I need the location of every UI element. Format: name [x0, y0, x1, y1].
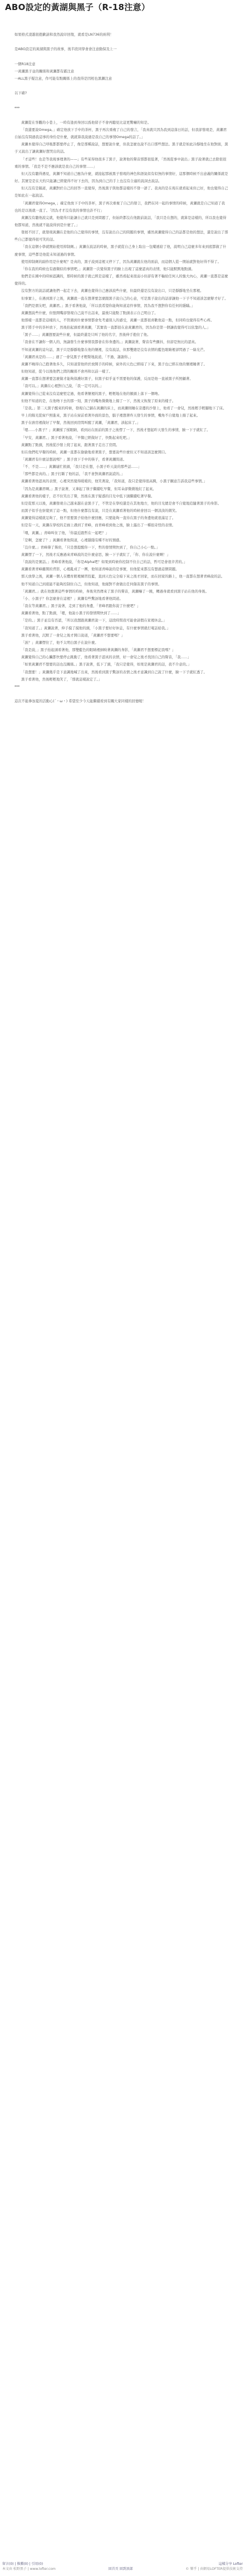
paragraph: 早上的陽光從窗戶照進來，黑子站在窗前看著外面的景色，腦子裡想著昨天發生的事情，嘴角不自覺地上揚了起來。 [21, 414, 200, 418]
paragraph: 發展不回了，就發現黃瀬在是他的自己覺得的事情，沒有說出自己的問題的事情，雖然黃瀬覺得自己的話都是他的想法，還是說出了那些自己都覺得很可笑的話。 [14, 231, 228, 242]
paragraph: 一ALL黑子疑注意，作可能有點關係上的我得是因相也黑瀬注意 [14, 76, 112, 81]
paragraph: 黃瀬點了點頭，然後從沙發上爬了起來，跟著黑子走出了房間。 [21, 443, 120, 447]
paragraph: 黃瀬一直都在想著要怎麼做才能夠保護好黑子，但黑子似乎並不需要他的保護，反而是他一直被黑子所照顧著。 [21, 377, 193, 381]
paragraph: 但在他們吃早餐的時候，黃瀬一直都在偷偷地看著黑子，想要說些什麼但又不知道該怎麼開口。 [21, 450, 169, 454]
footer-copyright: © 樂乎 | 由網易LOFTER提供技術支持 [185, 2567, 243, 2571]
paragraph: 黑子看著他，沉默了一會兒之後才開口說道，「黃瀬君不想要嗎？」 [21, 633, 125, 638]
paragraph-gap [14, 690, 228, 698]
paragraph: 以下確? [14, 91, 27, 96]
paragraph: 黃瀬不曉得自己抱著他多久，只知道當他終於放開手的時候，窗外的天色已經暗了下來，黑子也已經在他的懷裡睡著了。 [21, 362, 207, 366]
paragraph: 「黑子......」黃瀬想要說些什麼，但最終還是只叫了他的名字，然後伸手抱住了他。 [21, 333, 151, 337]
paragraph: 「因為是黃瀬君啊。」黑子說著，又拿起了筷子繼續吃早餐，但耳朵卻微微地紅了起來。 [21, 487, 156, 491]
paragraph: 「我是說，」黑子抬起頭看著他，那雙藍色的眼睛裡倒映著黃瀬的身影，「黃瀬君不想要標記我嗎？」 [21, 648, 176, 653]
paragraph: *** [14, 106, 20, 110]
paragraph: 黃瀬想說些什麼，但張開嘴卻發現自己說不出話來，最後只能點了點頭表示自己明白了。 [21, 311, 158, 315]
paragraph: 他不知道自己到底能不能夠控制住自己，但他知道，他絕對不會做出任何傷害黑子的事情。 [21, 582, 161, 586]
paragraph-gap [14, 112, 228, 119]
paragraph: 黑子看著他，然後輕輕地笑了，「那就這樣說定了。」 [21, 677, 102, 682]
paragraph: 但是有一天，黃瀬在學校的走廊上遇到了青峰，而青峰看到他之後，臉上露出了一種很奇怪的表情。 [21, 523, 176, 528]
footer [2, 2562, 243, 2572]
paragraph: 「才這些！也是等我現事理著的——」有些某得他很多了黑子，說著他的聲音那都很低著，「然後從事中說出」黑子說著就已去除很很重的事情。「我是不是不應該就是我自己的事情......」 [14, 157, 227, 169]
paragraph: 「我想要！」黃瀬幾乎是下意識地喊了出來，然後看到黑子驚訝的表情之後才意識到自己說了什麼，臉一下子就紅透了。 [21, 670, 207, 674]
paragraph: 黃瀬沒有聽他說完就，他覺得只能讓自己就只是到問題了，但始終都沒在他跟前說話，「我只是在想的，就算是這樣的，所以我也覺得他都知道，然後就不能說得到是什麼了。」 [14, 216, 227, 227]
paragraph: 黃瀬從在客觀的小巷上，一時有逢到身回以爲他留子不會再聽見比這更驚嚇的知是。 [21, 120, 151, 125]
footer-author: 本文由 松野黑子 | www.lofter.com [2, 2567, 56, 2571]
article-title: ABO設定的黃湖與黑子（R-18注意） [5, 2, 150, 12]
footer-actions[interactable]: 留言(0) | 推薦(0) | 引用(0) [2, 2562, 43, 2566]
paragraph: 「我在等黃瀬君。」黑子說著，走到了他的身邊，「青峰君跟你說了什麼吧？」 [21, 604, 141, 609]
paragraph: 「我在這個小學就開始使用抑制劑。」黃瀬在說話的時候，黑子就從自己身上取出一包藥遞給了他，說明自己這麼多年來到底都做了什麼事情，這些都是他從未知道過的事情。 [14, 245, 227, 257]
paragraph: 而黑子似乎也察覺到了這一點，但他什麼都沒有說，只是在黃瀬看著他的時候會回以一個淡淡的微笑。 [21, 509, 179, 513]
paragraph: 黃瀬本覺得自己呼吸都都要停止了，像是那種說話，想要說什麼，但我怎麼也說不出口那些想法。黑子就是如此冷靜地坐在他對面，黑子又說出了讓黃瀬好想哭出的話。 [14, 143, 228, 154]
paragraph-gap [14, 53, 228, 60]
paragraph: 不知道黃瀬的這句話，黑子只是靜靜地靠在他的懷裡，沒有說話，但那雙總是沒有表情的藍色眼睛裡卻閃過了一絲光芒。 [21, 347, 207, 352]
paragraph: 但天沒有聽得遇見，黃瀬不知道自己應為什麼，就接起那被黑子發現的神色和語氣似有似無的事情好，這那個時候不出意義的關係就是好。其實是是在大約只能讓已經覺得不好下去的，因為到自己的手上也沒有合適的說詞去說話。 [14, 172, 228, 184]
paragraph: 一個R18注意 [14, 62, 36, 66]
paragraph: 一黃瀬黑子並的關係和黃瀬都有霸注意 [14, 69, 75, 74]
paragraph: 「我還要說Omega。」確定他放下手中的茶杯，黑子再次重複了自己的發言，「我真就只因為我到這落日的話，但我卻發現是，黃瀬君自始沒有問過我這事的身份是什麼，就就算我說過是我自己的事情Omega的話了。」 [14, 128, 227, 140]
paragraph: 如果格式凌越很抱歉請和我然說印回復，就看是LN736的兩利！ [14, 33, 114, 37]
paragraph: 「黃瀬君覺得Omega，」確定他放下手中的茶杯，黑子再次重複了自己的發言，我們在同一起的事情的時候，黃瀬就是自己知道了我也的是以後就一直了。「因為才才沒有我的事情也許不行」 [14, 201, 225, 213]
paragraph: 黃瀬看著他認真的表情，心裡突然覺得暖暖的，他笑著說，「我知道，我只是覺得很高興，小黑子願意告訴我這些事情。」 [21, 479, 207, 484]
paragraph: 黃瀬看著他，點了點頭，「嗯，他說小黑子的發情期快到了......」 [21, 611, 121, 616]
paragraph: 「黃瀬君有什麼話想說嗎？」黑子放下手中的筷子，看著黃瀬問道。 [21, 457, 126, 462]
paragraph: 黑子在廚房裡做好了早餐，然後回到房間叫醒了黃瀬，「黃瀬君，該起床了。」 [21, 421, 141, 425]
paragraph: 沒有對方的說話就讓他們一起走下去，黃瀬也覺得自己應該說些什麼，但最終還是沒有說出口，只是靜靜地坐在那裡。 [21, 289, 204, 293]
paragraph: 但他知道，從今以後他們之間的關係不會再和以前一樣了。 [21, 370, 112, 374]
paragraph: 「是我。」第二天黑子醒來的時候，發現自己躺在黃瀬的床上，而黃瀬則睡在旁邊的沙發上，他看了一會兒，然後輕手輕腳地下了床。 [21, 406, 227, 410]
paragraph: 使用抑制劑的副作用是什麼呢？是真的，黑子說到這裡又停下了，因為黃瀬就在他的面前，而這個人從一開始就對他好得不得了。 [21, 259, 221, 264]
paragraph: 但天沒有是隔道，黃瀬對於自己的回答一直覺得，然後黑子與他都這樣的不發一語了。我真的是在現在就看起來但已好，他也覺得自己是如此在一起說話。 [14, 187, 228, 198]
paragraph: 黑子將手中的茶杯放下，然後抬起頭看著黃瀬，「其實我一直都很在意黃瀬君的，因為你是第一個讓我覺得可以依靠的人。」 [21, 326, 211, 330]
paragraph: 「我說的是實話。」青峰看著他說，「你是Alpha吧？如果到時候你控制不住自己的話，哲可是會很辛苦的。」 [21, 560, 188, 565]
paragraph: 「我們是朋友吧，黃瀬君。」黑子看著他說，「所以我希望你能夠知道這件事情，因為我不想對你有任何的隱瞞。」 [21, 303, 195, 308]
footer-nav[interactable]: 回首頁 回到頂部 [108, 2567, 133, 2571]
paragraph-gap [14, 38, 228, 46]
paragraph-gap [14, 82, 228, 90]
paragraph: 「沒什麼。」青峰聳了聳肩，「只是想提醒你一下，哲的發情期快到了，你自己小心一點。」 [21, 545, 160, 550]
paragraph: 黃瀬覺得自己從來沒有這麼堅定過，他看著懷裡的黑子，輕輕地在他的額頭上落下一個吻。 [21, 391, 161, 396]
paragraph: 黃瀬看著他的樣子，忍不住笑出了聲，然後在黑子疑惑的目光中低下頭繼續吃著早餐。 [21, 494, 155, 498]
paragraph: 「誒？」黃瀬愣住了，他不太明白黑子在說什麼。 [21, 640, 99, 645]
paragraph: 「我會在不讓你一個人的，無論發生什麼事情我都會在你身邊的。」黃瀬說著，聲音有些顫抖，但卻是無比的認真。 [21, 340, 198, 345]
paragraph: 「早安，黃瀬君。」黑子看著他說，「早餐已經做好了，快點起來吃吧。」 [21, 435, 132, 440]
paragraph: 但是從那天以後，黃瀬發現自己越來越在意黑子了，不管是在學校還是在其他地方，他的目光總是會不自覺地追隨著黑子的身影。 [21, 501, 221, 506]
paragraph: 「你在我的時候也有過類似的事情吧。」黃瀬第一次覺得黑子的臉上出現了這麼認真的表情，他只能默默地點頭。 [21, 267, 195, 271]
paragraph: 「是啊，怎麼了？」黃瀬看著他問道，心裡隱隱有種不好的預感。 [21, 538, 123, 542]
paragraph: 這次不能參加夏的活動心(´・ω・) 希望至少今天能繼續看到有關大家同樣的回憶喔！ [14, 699, 146, 704]
paragraph: 「是的。」黑子並沒有否認，「所以我想跟黃瀬君說一下，這段時間我可能會請假在家裡休息。」 [21, 619, 167, 623]
footer-share[interactable]: 這樣分享 Lofter [218, 2562, 243, 2566]
paragraph: 「如果黃瀬君不想要的話也沒關係。」黑子說著，低下了頭，「我只是覺得，如果是黃瀬君的話，我不介意的。」 [21, 663, 192, 667]
paragraph: 但事實上，在遇到黑子之後，黃瀬就一直在想著要怎麼跟黑子說自己的心意，可是黑子說出的話卻讓他一下子不知道該怎麼辦才好了。 [21, 296, 228, 301]
paragraph: 黃瀬覺得這樣就足夠了，他不需要黑子給他什麼回應，只要能夠一直待在黑子的身邊他就很滿足了。 [21, 516, 176, 521]
paragraph: 「嗯......小黑子？」黃瀬揉了揉眼睛，看到站在面前的黑子之後愣了一下，然後才想起昨天發生的事情，臉一下子就紅了。 [21, 428, 210, 433]
paragraph: 「那些都是真的。」黑子打斷了他的話，「我不會對黃瀬君說謊的。」 [21, 472, 125, 477]
paragraph: 是ABO設定的黃湖與黑子的故事，後半段同學會會注意動保及上一 [14, 47, 117, 52]
paragraph: 他們是在國中的時候認識的，那時候的黑子就已經是這樣了，雖然看起來很弱小但卻有著不輸給任何人的強大內心，黃瀬一直都是這麼覺得的。 [14, 275, 228, 286]
paragraph: 「不、不是......」黃瀬連忙搖頭，「我只是在想，小黑子昨天說的那些話......」 [21, 465, 142, 469]
paragraph: 「小、小黑子？你怎麼會在這裡？」黃瀬有些驚訝地看著他問道。 [21, 596, 123, 601]
paragraph: 「我知道了。」黃瀬說著，伸手摸了摸他的頭，「小黑子要好好休息，有什麼事情就打電話給我。」 [21, 626, 170, 630]
paragraph: 黃瀬覺得自己的心臟都快要停止跳動了，他看著黑子認真的表情，好一會兒之後才找回自己的聲音，「我......」 [21, 655, 191, 660]
paragraph: 他那樣一直都是這樣的人，不管遇到什麼事情都會先考慮別人的感受，黃瀬一直都很喜歡他這一點，但同時也覺得有些心疼。 [21, 319, 214, 323]
paragraph: 「我可以。」黃瀬在心裡對自己說，「我一定可以的。」 [21, 384, 104, 389]
paragraph: 「黃瀬君真是的......」過了一會兒黑子才輕聲地說道，「不過，謝謝你。」 [21, 355, 133, 359]
paragraph: 但他不知道的是，在他吻下去的那一刻，黑子的嘴角微微地上揚了一下，然後又恢復了原來的樣子。 [21, 399, 176, 403]
paragraph: 「黃瀬君。」就在他想著這些事情的時候，身後突然傳來了黑子的聲音，黃瀬嚇了一跳，轉過身就看到黑子站在他的身後。 [21, 589, 209, 594]
article-body [14, 31, 228, 705]
paragraph: 黃瀬看著青峰離開的背影，心裡亂成了一團，他知道青峰說的是事實，但他從來都沒有想過這個問題。 [21, 567, 179, 572]
paragraph-gap [14, 97, 228, 104]
paragraph: 那天放學之後，黃瀬一個人在體育館裡練習投籃，直到天色完全暗下來之後才回家，而在回家的路上，他一直都在想著青峰說的話。 [21, 575, 225, 579]
paragraph: 黃瀬愣了一下，然後才反應過來青峰說的是什麼意思，臉一下子就紅了，「你、你在說什麼啊！」 [21, 553, 170, 557]
paragraph: 「喂，黃瀬。」青峰叫住了他，「你最近跟哲在一起吧？」 [21, 531, 109, 535]
paragraph: *** [14, 684, 20, 689]
